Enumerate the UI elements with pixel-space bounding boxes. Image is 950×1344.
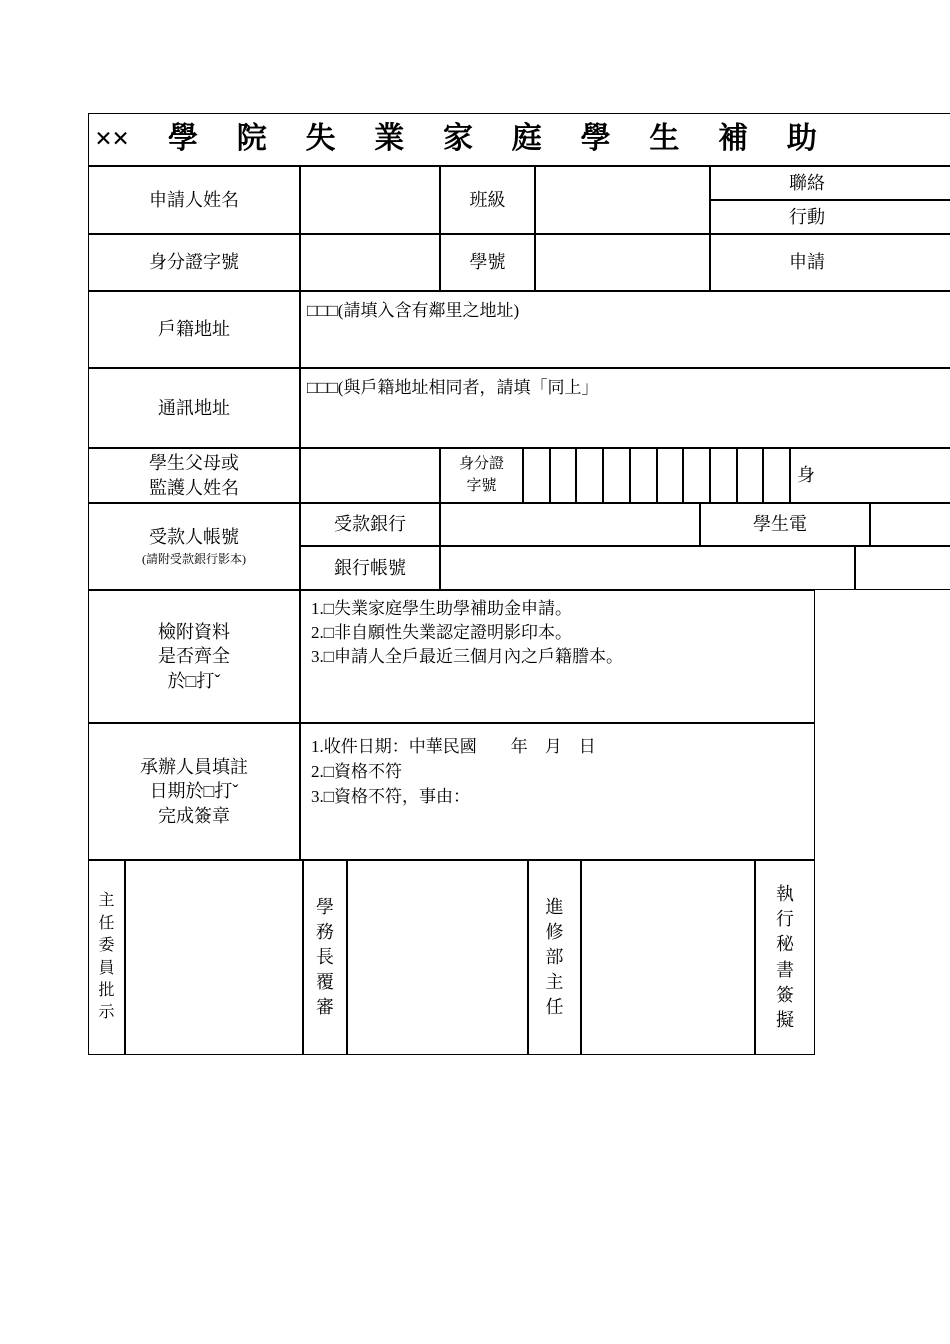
dean-review-signature-box[interactable] [347, 860, 528, 1055]
staff-section-list [300, 723, 815, 860]
payee-account-label [88, 503, 300, 590]
payee-account-note: (請附受款銀行影本) [142, 551, 246, 566]
division-director-label [528, 860, 581, 1055]
mailing-address-hint: □□□(與戶籍地址相同者，請填「同上」 [307, 378, 599, 397]
household-address-hint: □□□(請填入含有鄰里之地址) [307, 301, 520, 320]
staff-item[interactable]: 2.□資格不符 [311, 762, 403, 781]
id-digit-box[interactable] [577, 449, 604, 502]
bank-account-label: 銀行帳號 [300, 546, 440, 590]
mailing-address-label: 通訊地址 [88, 368, 300, 448]
id-digit-box[interactable] [711, 449, 738, 502]
form-title [95, 119, 817, 160]
staff-item[interactable]: 1.收件日期：中華民國 年 月 日 [311, 737, 596, 756]
application-date-label: 申請 [710, 234, 950, 291]
student-phone-input[interactable] [870, 503, 950, 546]
chief-committee-signature-box[interactable] [125, 860, 303, 1055]
id-number-label: 身分證字號 [88, 234, 300, 291]
applicant-name-label: 申請人姓名 [88, 166, 300, 234]
bank-account-extra-cell[interactable] [855, 546, 950, 590]
id-digit-box[interactable] [684, 449, 711, 502]
contact-phone-label: 聯絡 [710, 166, 950, 200]
documents-check-label-line3: 於□打ˇ [167, 670, 221, 691]
payee-account-label-main: 受款人帳號 [149, 527, 239, 548]
id-number-input[interactable] [300, 234, 440, 291]
documents-check-label-line2: 是否齊全 [158, 646, 230, 667]
documents-check-label-line1: 檢附資料 [158, 622, 230, 643]
guardian-name-label-line1: 學生父母或 [149, 453, 239, 474]
receiving-bank-input[interactable] [440, 503, 700, 546]
id-digit-box[interactable] [551, 449, 578, 502]
student-number-label: 學號 [440, 234, 535, 291]
checklist-item[interactable]: 1.□失業家庭學生助學補助金申請。 [311, 599, 573, 618]
title-segment: 家 [443, 122, 474, 156]
guardian-name-input[interactable] [300, 448, 440, 503]
documents-check-list [300, 590, 815, 723]
guardian-id-label [440, 448, 523, 503]
form-title-row [88, 113, 950, 166]
dean-review-label-text: 學務長覆審 [315, 896, 334, 1018]
dean-review-label [303, 860, 347, 1055]
checklist-item[interactable]: 3.□申請人全戶最近三個月內之戶籍謄本。 [311, 647, 624, 666]
division-director-signature-box[interactable] [581, 860, 755, 1055]
guardian-name-label-line2: 監護人姓名 [149, 477, 239, 498]
division-director-label-text: 進修部主任 [545, 896, 564, 1018]
receiving-bank-label: 受款銀行 [300, 503, 440, 546]
household-address-input[interactable] [300, 291, 950, 368]
student-phone-label: 學生電 [700, 503, 870, 546]
executive-secretary-label-text: 執行秘書簽擬 [775, 883, 794, 1030]
title-segment: 學 [167, 122, 198, 156]
applicant-name-input[interactable] [300, 166, 440, 234]
staff-section-label [88, 723, 300, 860]
second-guardian-id-label: 身 [790, 448, 950, 503]
staff-section-label-line2: 日期於□打ˇ [149, 781, 239, 802]
staff-section-label-line3: 完成簽章 [158, 805, 230, 826]
guardian-id-label-line1: 身分證 [458, 455, 504, 472]
title-segment: 助 [786, 122, 817, 156]
documents-check-label [88, 590, 300, 723]
mailing-address-input[interactable] [300, 368, 950, 448]
id-digit-box[interactable] [524, 449, 551, 502]
title-segment: 失 [305, 122, 336, 156]
id-digit-box[interactable] [604, 449, 631, 502]
title-segment: 業 [374, 122, 405, 156]
household-address-label: 戶籍地址 [88, 291, 300, 368]
class-label: 班級 [440, 166, 535, 234]
title-segment: 補 [718, 122, 749, 156]
title-segment: 庭 [511, 122, 542, 156]
title-segment: 生 [649, 122, 680, 156]
student-number-input[interactable] [535, 234, 710, 291]
guardian-name-label [88, 448, 300, 503]
bank-account-input[interactable] [440, 546, 855, 590]
staff-item[interactable]: 3.□資格不符，事由： [311, 787, 471, 806]
mobile-phone-label: 行動 [710, 200, 950, 234]
title-segment: 院 [236, 122, 267, 156]
id-digit-box[interactable] [738, 449, 765, 502]
guardian-id-boxes [523, 448, 790, 503]
staff-section-label-line1: 承辦人員填註 [140, 757, 248, 778]
executive-secretary-label [755, 860, 815, 1055]
checklist-item[interactable]: 2.□非自願性失業認定證明影印本。 [311, 623, 573, 642]
class-input[interactable] [535, 166, 710, 234]
id-digit-box[interactable] [631, 449, 658, 502]
chief-committee-label-text: 主任委員批示 [98, 892, 115, 1022]
chief-committee-label [88, 860, 125, 1055]
title-segment: 學 [580, 122, 611, 156]
guardian-id-label-line2: 字號 [466, 477, 497, 494]
id-digit-box[interactable] [764, 449, 789, 502]
title-segment: ×× [95, 122, 130, 156]
id-digit-box[interactable] [658, 449, 685, 502]
